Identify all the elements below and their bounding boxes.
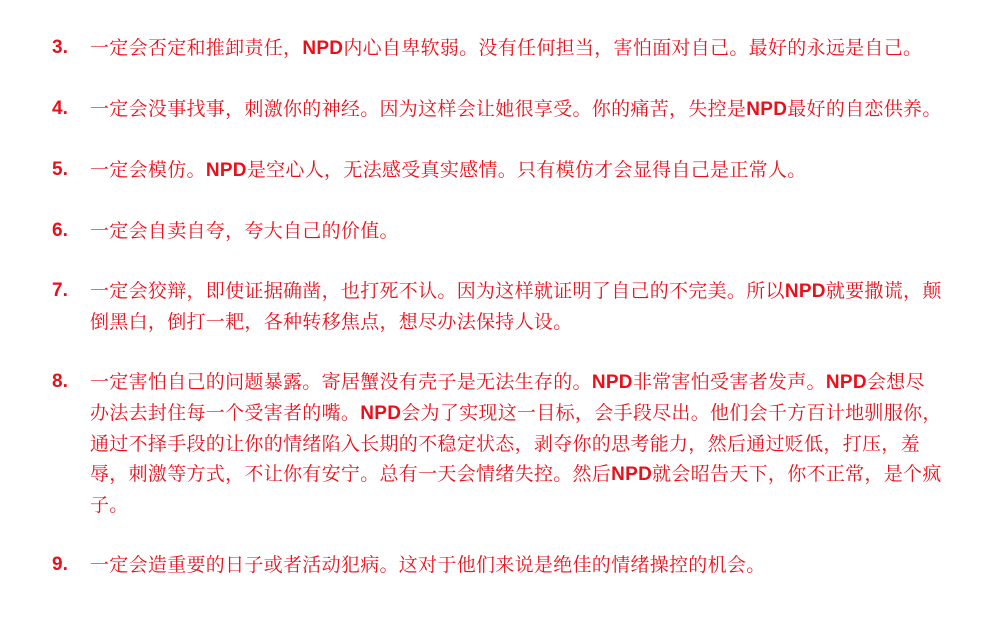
item-number: 8.: [52, 371, 68, 392]
list-item: [52, 216, 942, 246]
npd-traits-list: [52, 33, 942, 580]
npd-acronym: NPD: [825, 372, 867, 393]
item-number: 4.: [52, 98, 68, 119]
list-item: [52, 33, 942, 64]
item-text: 一定害怕自己的问题暴露。寄居蟹没有壳子是无法生存的。NPD非常害怕受害者发声。NPD会想尽办法去封住每一个受害者的嘴。NPD会为了实现这一目标，会手段尽出。他们会千方百计地驯服你，通过不择手段的让你的情绪陷入长期的不稳定状态，剥夺你的思考能力，然后通过贬低，打压，羞辱，刺激等方式，不让你有安宁。总有一天会情绪失控。然后NPD就会昭告天下，你不正常，是个疯子。: [90, 371, 942, 516]
item-text: 一定会没事找事，刺激你的神经。因为这样会让她很享受。你的痛苦，失控是NPD最好的自恋供养。: [90, 98, 942, 120]
item-text: 一定会自卖自夸，夸大自己的价值。: [90, 220, 399, 242]
list-item: [52, 94, 942, 125]
npd-acronym: NPD: [591, 372, 633, 393]
list-item: [52, 155, 942, 186]
npd-acronym: NPD: [611, 464, 653, 485]
list-item: [52, 367, 942, 520]
npd-acronym: NPD: [784, 281, 826, 302]
item-number: 7.: [52, 280, 68, 301]
npd-acronym: NPD: [746, 99, 788, 120]
npd-acronym: NPD: [205, 160, 247, 181]
npd-acronym: NPD: [360, 403, 402, 424]
list-item: [52, 276, 942, 337]
list-item: [52, 550, 942, 580]
item-number: 5.: [52, 159, 68, 180]
item-text: 一定会否定和推卸责任，NPD内心自卑软弱。没有任何担当，害怕面对自己。最好的永远是自己。: [90, 37, 923, 59]
npd-acronym: NPD: [302, 38, 344, 59]
item-text: 一定会狡辩，即使证据确凿，也打死不认。因为这样就证明了自己的不完美。所以NPD就要撒谎，颠倒黑白，倒打一耙，各种转移焦点，想尽办法保持人设。: [90, 280, 942, 333]
item-number: 9.: [52, 554, 68, 575]
item-text: 一定会造重要的日子或者活动犯病。这对于他们来说是绝佳的情绪操控的机会。: [90, 554, 766, 576]
item-number: 6.: [52, 220, 68, 241]
item-number: 3.: [52, 37, 68, 58]
item-text: 一定会模仿。NPD是空心人，无法感受真实感情。只有模仿才会显得自己是正常人。: [90, 159, 807, 181]
